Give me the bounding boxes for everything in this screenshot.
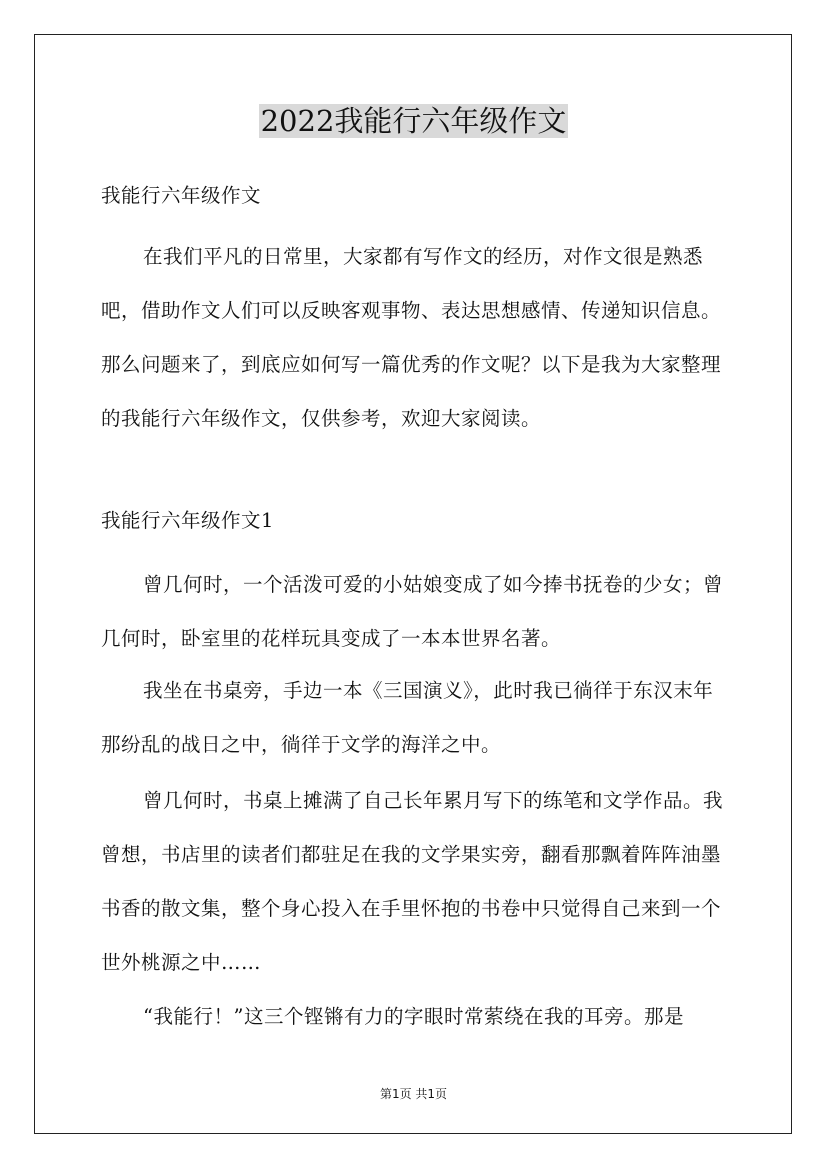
intro-paragraph: 在我们平凡的日常里，大家都有写作文的经历，对作文很是熟悉吧，借助作文人们可以反映客观事物、表达思想感情、传递知识信息。那么问题来了，到底应如何写一篇优秀的作文呢？以下是我为大家整理的我能行六年级作文，仅供参考，欢迎大家阅读。 bbox=[101, 245, 722, 430]
essay-paragraph-4: “我能行！”这三个铿锵有力的字眼时常萦绕在我的耳旁。那是 bbox=[143, 1005, 684, 1028]
essay-paragraph-1: 曾几何时，一个活泼可爱的小姑娘变成了如今捧书抚卷的少女；曾几何时，卧室里的花样玩具变成了一本本世界名著。 bbox=[101, 573, 724, 650]
section-heading-intro: 我能行六年级作文 bbox=[101, 184, 262, 207]
essay-paragraph-2: 我坐在书桌旁，手边一本《三国演义》，此时我已徜徉于东汉末年那纷乱的战日之中，徜徉于文学的海洋之中。 bbox=[101, 679, 714, 756]
essay-paragraph-3: 曾几何时，书桌上摊满了自己长年累月写下的练笔和文学作品。我曾想，书店里的读者们都驻足在我的文学果实旁，翻看那飘着阵阵油墨书香的散文集，整个身心投入在手里怀抱的书卷中只觉得自己来到一个世外桃源之中…… bbox=[101, 789, 724, 974]
page-footer: 第1页 共1页 bbox=[379, 1087, 448, 1101]
section-heading-essay-1: 我能行六年级作文1 bbox=[101, 509, 274, 532]
document-title-text: 2022我能行六年级作文 bbox=[260, 104, 567, 138]
document-title bbox=[0, 101, 827, 141]
